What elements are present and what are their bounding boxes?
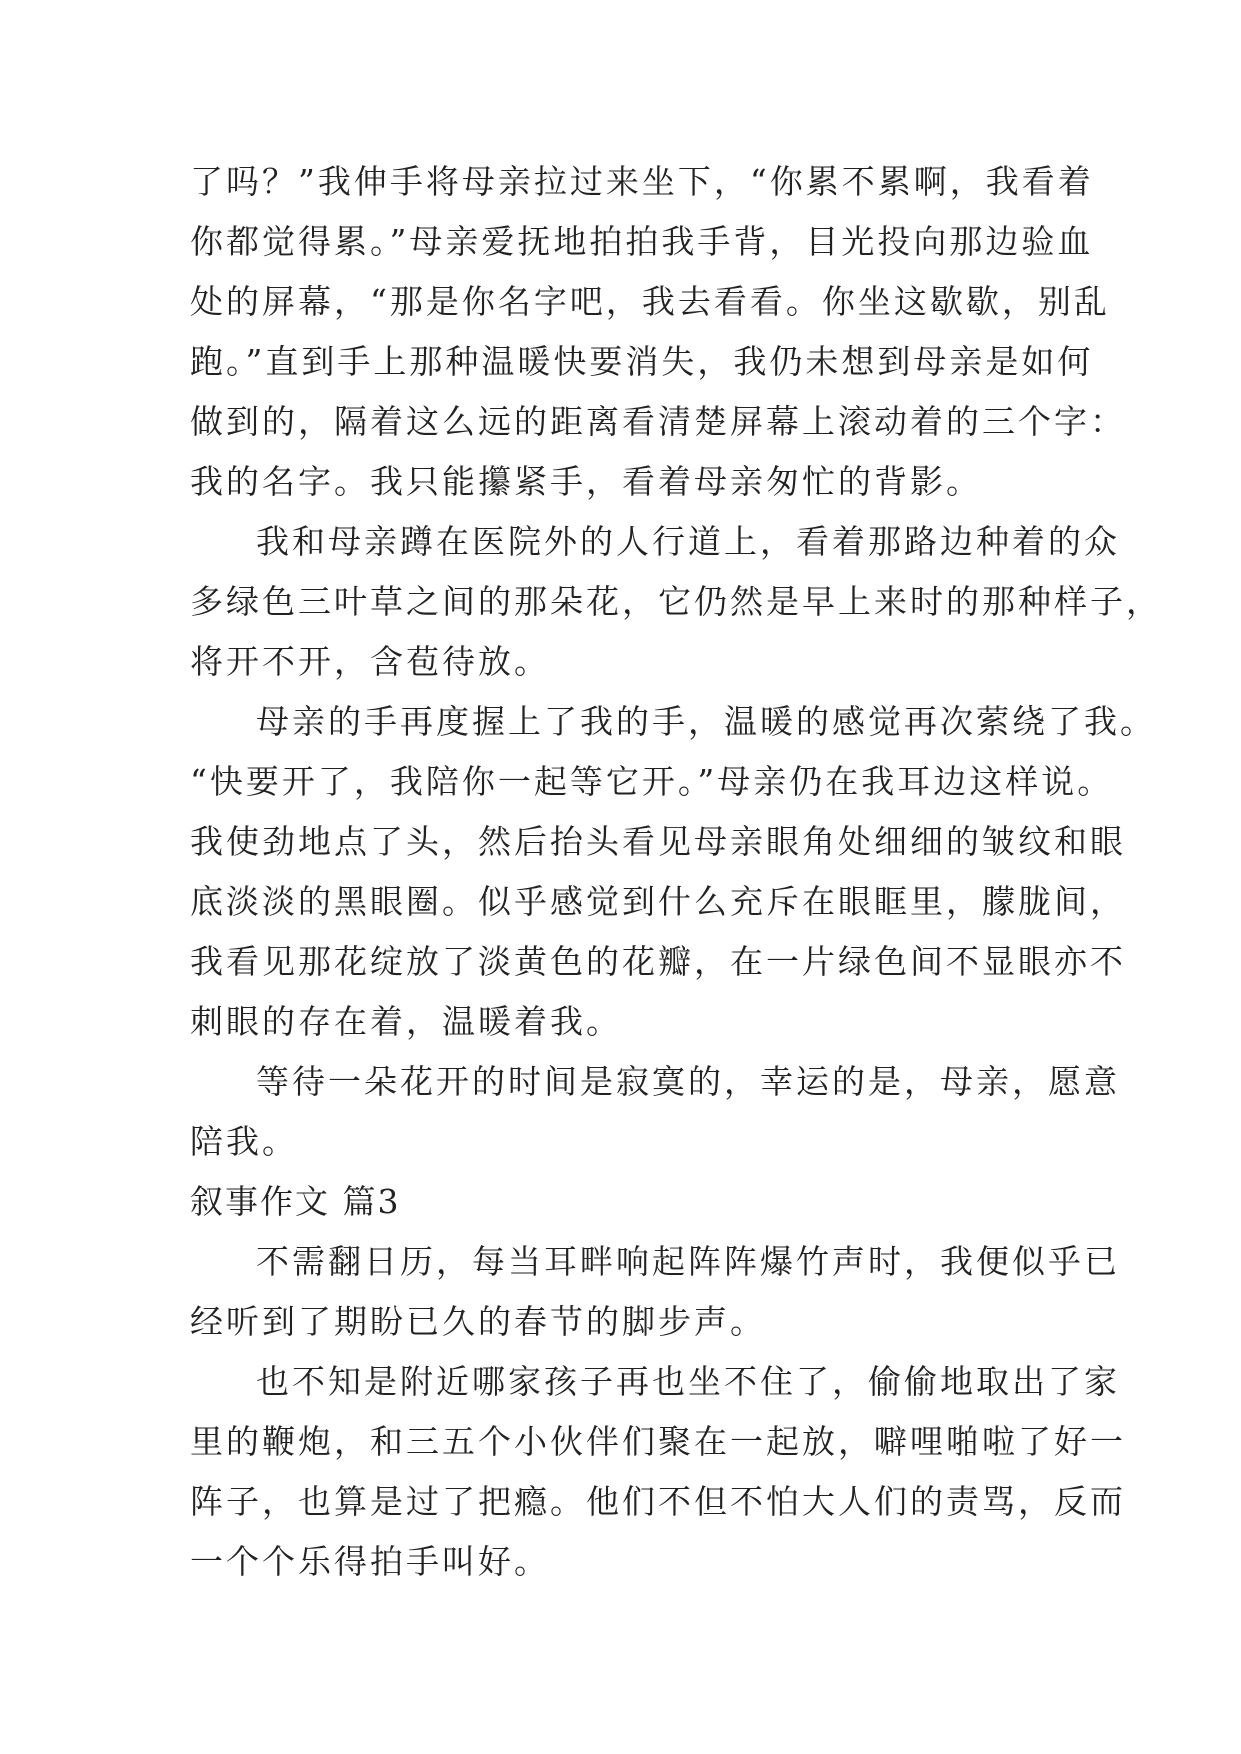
text-line: 你都觉得累。”母亲爱抚地拍拍我手背，目光投向那边验血 <box>190 222 1094 261</box>
text-line: 陪我。 <box>190 1122 298 1161</box>
text-line: 里的鞭炮，和三五个小伙伴们聚在一起放，噼哩啪啦了好一 <box>190 1422 1126 1461</box>
text-line: 我看见那花绽放了淡黄色的花瓣，在一片绿色间不显眼亦不 <box>190 942 1126 981</box>
text-line: 跑。”直到手上那种温暖快要消失，我仍未想到母亲是如何 <box>190 342 1094 381</box>
text-line: 阵子，也算是过了把瘾。他们不但不怕大人们的责骂，反而 <box>190 1482 1126 1521</box>
text-line: 多绿色三叶草之间的那朵花，它仍然是早上来时的那种样子， <box>190 582 1162 621</box>
text-line: 处的屏幕，“那是你名字吧，我去看看。你坐这歇歇，别乱 <box>190 282 1110 321</box>
text-line: 经听到了期盼已久的春节的脚步声。 <box>190 1302 766 1341</box>
text-line: 做到的，隔着这么远的距离看清楚屏幕上滚动着的三个字： <box>190 402 1126 441</box>
section-heading: 叙事作文 篇3 <box>190 1182 401 1221</box>
text-line: “快要开了，我陪你一起等它开。”母亲仍在我耳边这样说。 <box>190 762 1114 801</box>
text-line: 刺眼的存在着，温暖着我。 <box>190 1002 622 1041</box>
text-line: 底淡淡的黑眼圈。似乎感觉到什么充斥在眼眶里，朦胧间， <box>190 882 1126 921</box>
text-line: 我使劲地点了头，然后抬头看见母亲眼角处细细的皱纹和眼 <box>190 822 1126 861</box>
text-line: 了吗？”我伸手将母亲拉过来坐下，“你累不累啊，我看着 <box>190 162 1094 201</box>
paragraph-first-line: 不需翻日历，每当耳畔响起阵阵爆竹声时，我便似乎已 <box>256 1242 1120 1281</box>
paragraph-first-line: 也不知是附近哪家孩子再也坐不住了，偷偷地取出了家 <box>256 1362 1120 1401</box>
text-line: 将开不开，含苞待放。 <box>190 642 550 681</box>
text-line: 我的名字。我只能攥紧手，看着母亲匆忙的背影。 <box>190 462 982 501</box>
text-line: 一个个乐得拍手叫好。 <box>190 1542 550 1581</box>
paragraph-first-line: 我和母亲蹲在医院外的人行道上，看着那路边种着的众 <box>256 522 1120 561</box>
paragraph-first-line: 等待一朵花开的时间是寂寞的，幸运的是，母亲，愿意 <box>256 1062 1120 1101</box>
paragraph-first-line: 母亲的手再度握上了我的手，温暖的感觉再次萦绕了我。 <box>256 702 1156 741</box>
